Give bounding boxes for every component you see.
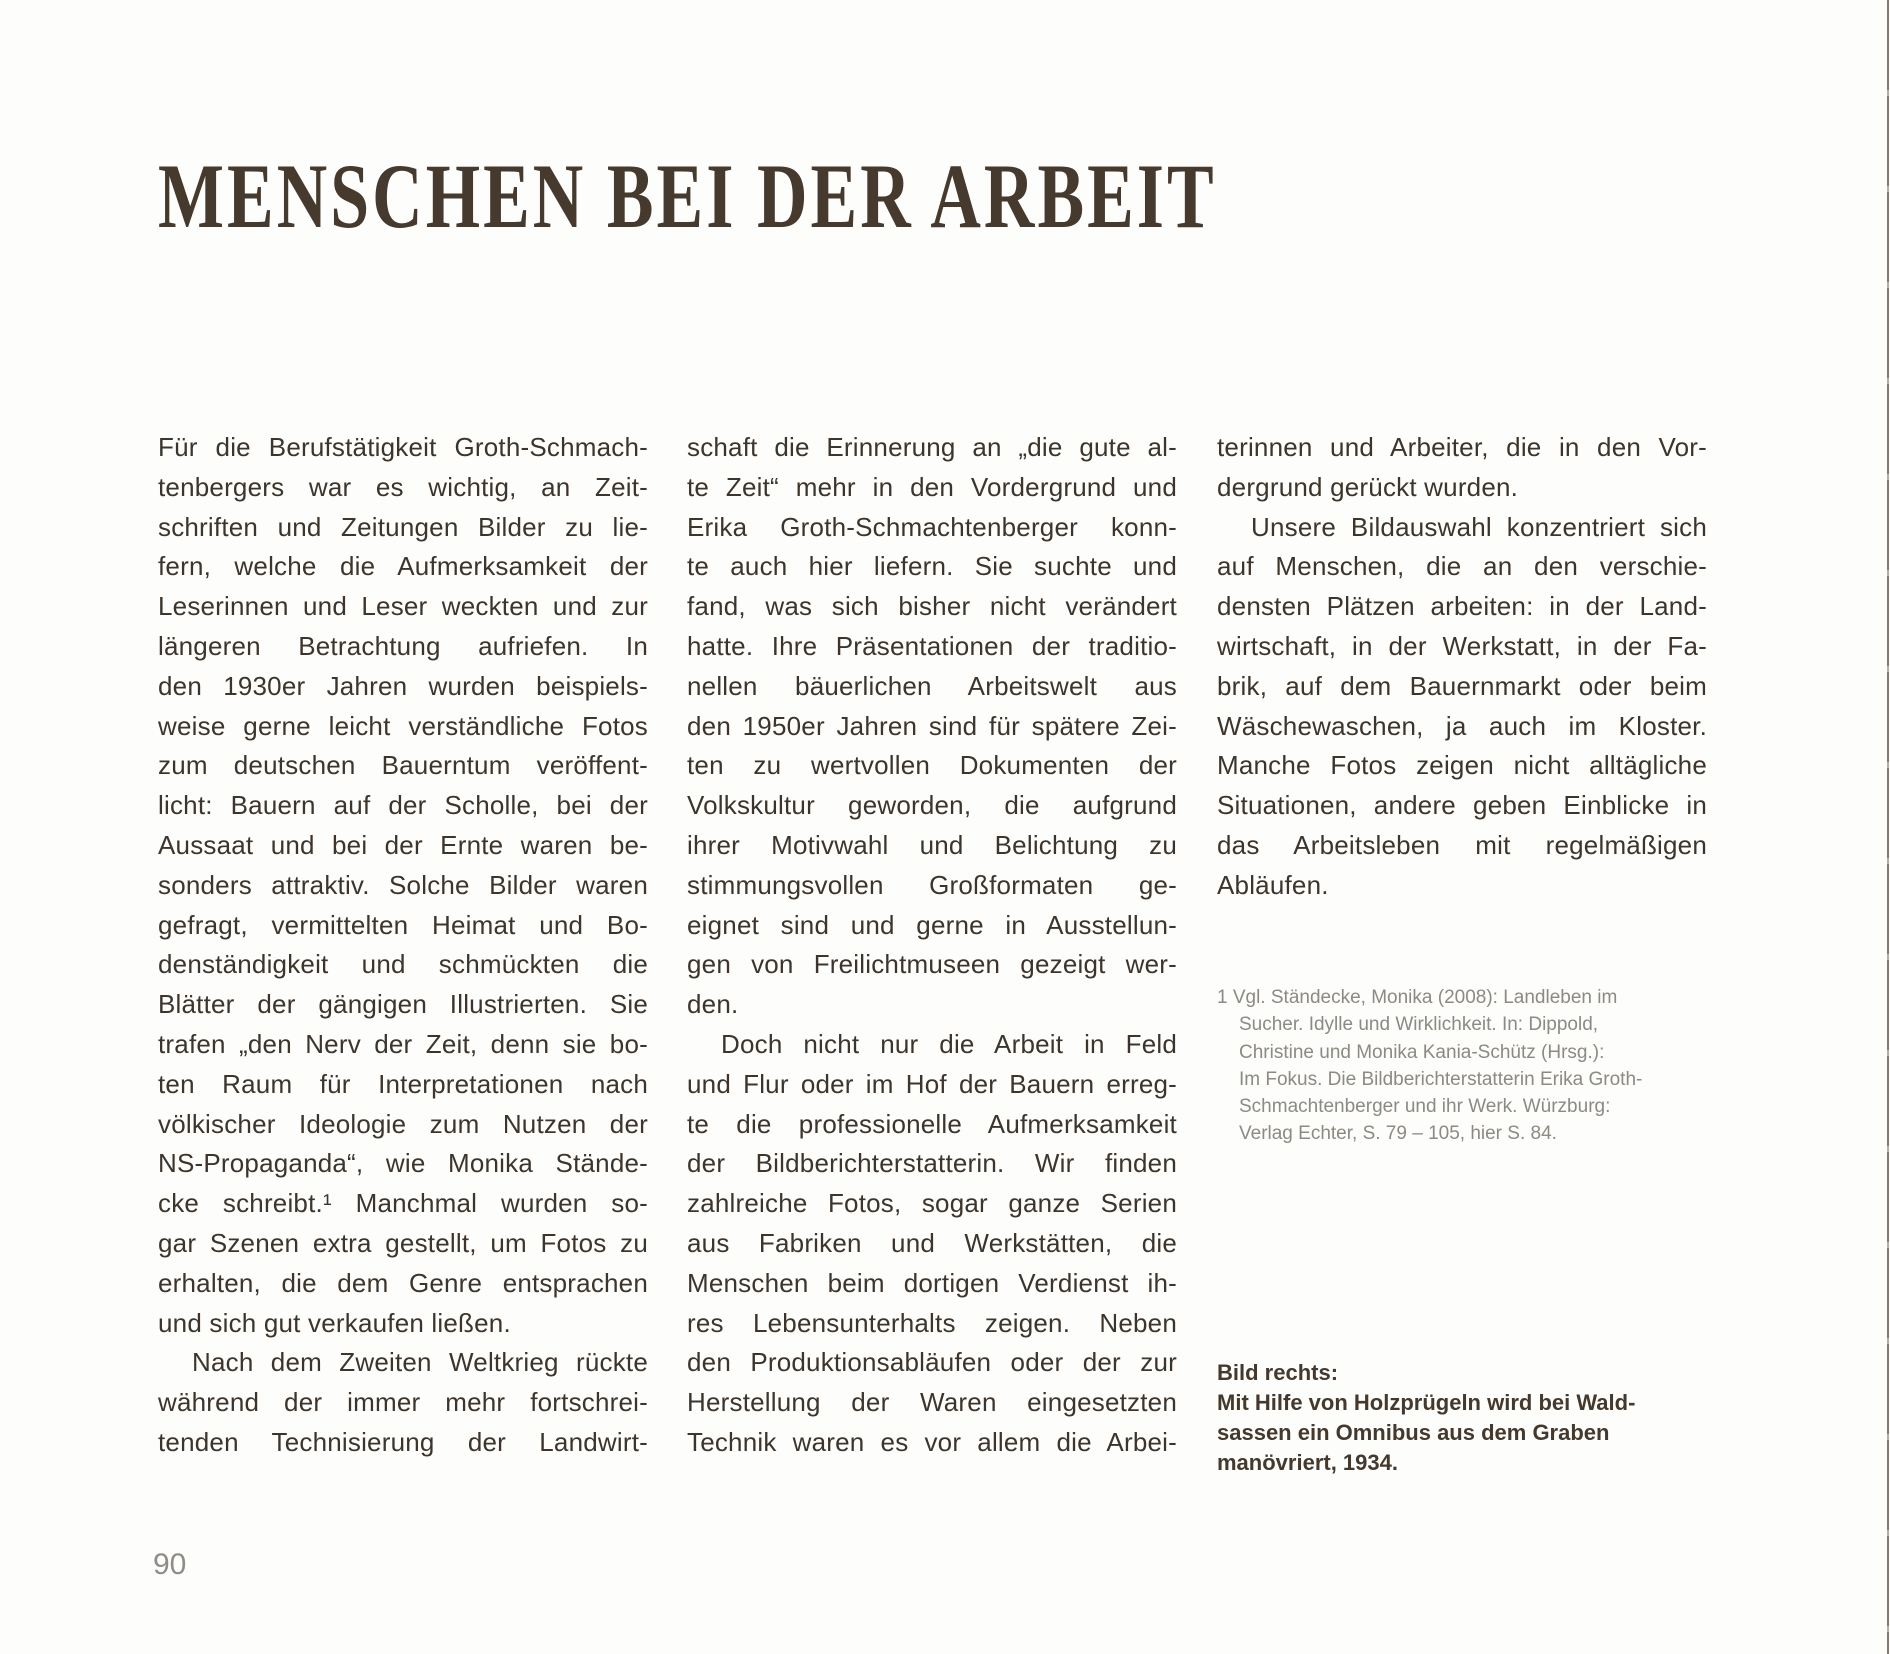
text-line: Manche Fotos zeigen nicht alltägliche: [1217, 750, 1707, 781]
text-line: licht: Bauern auf der Scholle, bei der: [158, 790, 648, 821]
text-line: weise gerne leicht verständliche Fotos: [158, 710, 648, 741]
text-line: zum deutschen Bauerntum veröffent-: [158, 750, 648, 781]
text-line: res Lebensunterhalts zeigen. Neben: [687, 1307, 1177, 1338]
text-column-1: [158, 428, 648, 1463]
text-line: Herstellung der Waren eingesetzten: [687, 1387, 1177, 1418]
text-line: Unsere Bildauswahl konzentriert sich: [1251, 511, 1707, 542]
text-line: Erika Groth-Schmachtenberger konn-: [687, 511, 1177, 542]
text-line: Nach dem Zweiten Weltkrieg rückte: [192, 1347, 648, 1378]
text-line: ten Raum für Interpretationen nach: [158, 1068, 648, 1099]
text-line: gar Szenen extra gestellt, um Fotos zu: [158, 1227, 648, 1258]
text-line: te Zeit“ mehr in den Vordergrund und: [687, 471, 1177, 502]
text-line: ihrer Motivwahl und Belichtung zu: [687, 829, 1177, 860]
text-line: dergrund gerückt wurden.: [1217, 471, 1519, 502]
text-line: Menschen beim dortigen Verdienst ih-: [687, 1267, 1177, 1298]
text-line: ten zu wertvollen Dokumenten der: [687, 750, 1177, 781]
text-line: NS-Propaganda“, wie Monika Stände-: [158, 1148, 648, 1179]
footnote-line: 1 Vgl. Ständecke, Monika (2008): Landleben im: [1217, 987, 1618, 1008]
text-line: gen von Freilichtmuseen gezeigt wer-: [687, 949, 1177, 980]
text-column-2: [687, 428, 1177, 1463]
text-line: cke schreibt.¹ Manchmal wurden so-: [158, 1188, 648, 1219]
text-line: der Bildberichterstatterin. Wir finden: [687, 1148, 1177, 1179]
text-line: und Flur oder im Hof der Bauern erreg-: [687, 1068, 1177, 1099]
text-line: den 1930er Jahren wurden beispiels-: [158, 670, 648, 701]
footnote-line: Christine und Monika Kania-Schütz (Hrsg.):: [1239, 1041, 1605, 1063]
page-edge-line: [1887, 0, 1889, 1654]
text-line: brik, auf dem Bauernmarkt oder beim: [1217, 670, 1707, 701]
page-title: MENSCHEN BEI DER ARBEIT: [158, 145, 1217, 247]
text-line: densten Plätzen arbeiten: in der Land-: [1217, 591, 1707, 622]
page-number: 90: [153, 1548, 187, 1581]
text-line: tenbergers war es wichtig, an Zeit-: [158, 471, 648, 502]
text-line: und sich gut verkaufen ließen.: [158, 1307, 511, 1338]
text-line: zahlreiche Fotos, sogar ganze Serien: [687, 1188, 1177, 1219]
text-line: längeren Betrachtung aufriefen. In: [158, 630, 648, 661]
footnote-line: Sucher. Idylle und Wirklichkeit. In: Dippold,: [1239, 1014, 1599, 1036]
caption-line: Bild rechts:: [1217, 1360, 1339, 1385]
text-line: Für die Berufstätigkeit Groth-Schmach-: [158, 432, 648, 462]
text-line: gefragt, vermittelten Heimat und Bo-: [158, 909, 648, 940]
text-line: stimmungsvollen Großformaten ge-: [687, 869, 1177, 900]
footnote-line: Im Fokus. Die Bildberichterstatterin Erika Groth-: [1239, 1068, 1643, 1090]
text-line: Aussaat und bei der Ernte waren be-: [158, 829, 648, 860]
caption-line: sassen ein Omnibus aus dem Graben: [1217, 1420, 1610, 1445]
text-line: trafen „den Nerv der Zeit, denn sie bo-: [158, 1028, 648, 1059]
text-line: Situationen, andere geben Einblicke in: [1217, 790, 1707, 821]
footnote-line: Verlag Echter, S. 79 – 105, hier S. 84.: [1239, 1123, 1557, 1145]
text-line: terinnen und Arbeiter, die in den Vor-: [1217, 432, 1707, 462]
text-line: den Produktionsabläufen oder der zur: [687, 1347, 1177, 1378]
text-line: Technik waren es vor allem die Arbei-: [687, 1426, 1177, 1457]
text-line: Volkskultur geworden, die aufgrund: [687, 790, 1177, 821]
text-line: fand, was sich bisher nicht verändert: [687, 591, 1177, 622]
text-line: nellen bäuerlichen Arbeitswelt aus: [687, 670, 1177, 701]
footnote-line: Schmachtenberger und ihr Werk. Würzburg:: [1239, 1096, 1611, 1118]
photo-caption: [1217, 1358, 1717, 1478]
text-line: den.: [687, 989, 739, 1020]
text-line: auf Menschen, die an den verschie-: [1217, 551, 1707, 582]
text-line: fern, welche die Aufmerksamkeit der: [158, 551, 648, 582]
text-line: Wäschewaschen, ja auch im Kloster.: [1217, 710, 1707, 741]
text-line: das Arbeitsleben mit regelmäßigen: [1217, 829, 1707, 860]
caption-line: manövriert, 1934.: [1217, 1450, 1398, 1475]
text-column-3: [1217, 428, 1707, 906]
text-line: Leserinnen und Leser weckten und zur: [158, 591, 648, 622]
text-line: völkischer Ideologie zum Nutzen der: [158, 1108, 648, 1139]
text-line: schriften und Zeitungen Bilder zu lie-: [158, 511, 648, 542]
text-line: tenden Technisierung der Landwirt-: [158, 1426, 648, 1457]
text-line: Doch nicht nur die Arbeit in Feld: [721, 1028, 1177, 1059]
text-line: sonders attraktiv. Solche Bilder waren: [158, 869, 648, 900]
text-line: erhalten, die dem Genre entsprachen: [158, 1267, 648, 1298]
text-line: denständigkeit und schmückten die: [158, 949, 648, 980]
text-line: wirtschaft, in der Werkstatt, in der Fa-: [1217, 630, 1707, 661]
caption-line: Mit Hilfe von Holzprügeln wird bei Wald-: [1217, 1390, 1636, 1415]
text-line: schaft die Erinnerung an „die gute al-: [687, 432, 1177, 462]
text-line: den 1950er Jahren sind für spätere Zei-: [687, 710, 1177, 741]
text-line: aus Fabriken und Werkstätten, die: [687, 1227, 1177, 1258]
text-line: während der immer mehr fortschrei-: [158, 1387, 648, 1418]
footnote: [1217, 984, 1707, 1148]
text-line: te die professionelle Aufmerksamkeit: [687, 1108, 1177, 1139]
text-line: Blätter der gängigen Illustrierten. Sie: [158, 989, 648, 1020]
text-line: Abläufen.: [1217, 869, 1329, 900]
text-line: te auch hier liefern. Sie suchte und: [687, 551, 1177, 582]
text-line: eignet sind und gerne in Ausstellun-: [687, 909, 1177, 940]
text-line: hatte. Ihre Präsentationen der traditio-: [687, 630, 1177, 661]
